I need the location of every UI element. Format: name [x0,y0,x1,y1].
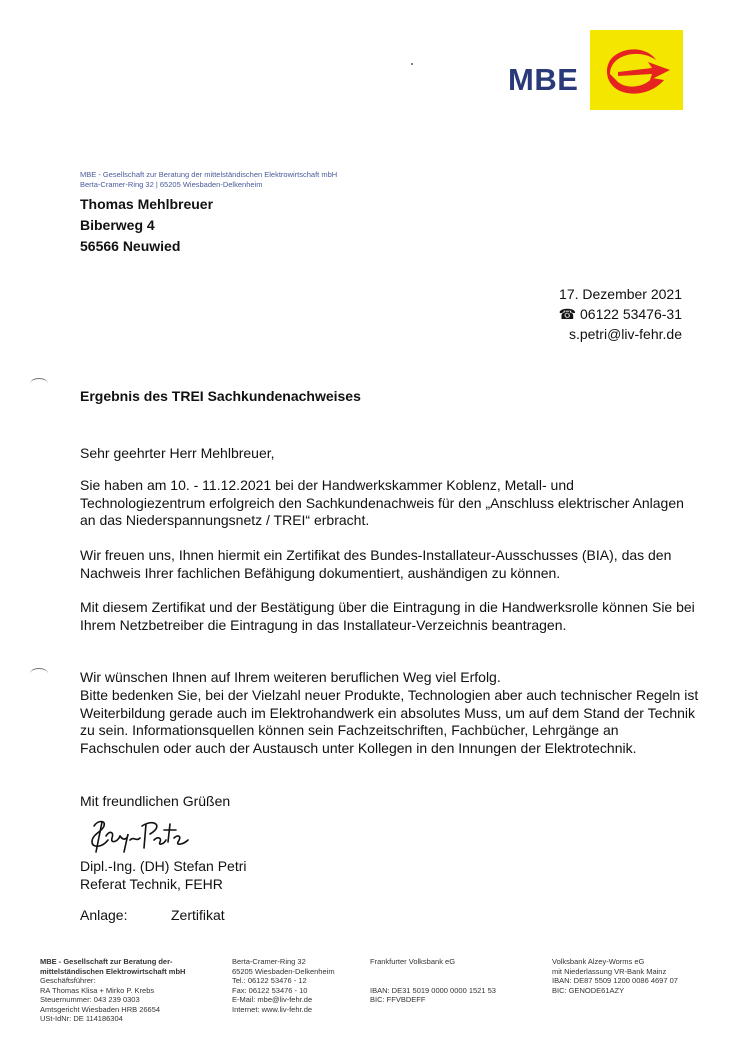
paragraph-4b: Bitte bedenken Sie, bei der Vielzahl neuer Produkte, Technologien aber auch technischer Regeln ist Weiterbildung gerade auch im Elektrohandwerk ein absolutes Muss, um auf dem Stand der Technik zu sein. Informationsquellen können sein Fachzeitschriften, Fachbücher, Lehrgänge an Fachschulen oder auch der Austausch unter Kollegen in den Innungen der Elektrotechnik. [80,687,699,756]
sender-address [80,170,337,190]
paragraph-2: Wir freuen uns, Ihnen hiermit ein Zertifikat des Bundes-Installateur-Ausschusses (BIA), das den Nachweis Ihrer fachlichen Befähigung dokumentiert, aushändigen zu können. [80,547,672,581]
footer-company-line: Amtsgericht Wiesbaden HRB 26654 [40,1004,161,1014]
paragraph-1: Sie haben am 10. - 11.12.2021 bei der Handwerkskammer Koblenz, Metall- und Technologiezentrum erfolgreich den Sachkundenachweis für den „Anschluss elektrischer Anlagen an das Niederspannungsnetz / TREI“ erbracht. [80,477,684,528]
footer-company [40,957,185,1024]
footer-contact-line: Berta-Cramer-Ring 32 [232,957,306,966]
paragraph-4a: Wir wünschen Ihnen auf Ihrem weiteren beruflichen Weg viel Erfolg. [80,669,501,685]
footer-company-line: RA Thomas Klisa + Mirko P. Krebs [40,985,155,995]
phone-number: 06122 53476-31 [580,306,682,322]
footer-company-title-1: MBE - Gesellschaft zur Beratung der- [40,957,173,966]
footer-contact-line: Fax: 06122 53476 - 10 [232,985,308,995]
email-address: s.petri@liv-fehr.de [568,326,682,342]
footer-bank-line: IBAN: DE87 5509 1200 0086 4697 07 [552,976,678,985]
phone-line [559,304,682,324]
paragraph-3: Mit diesem Zertifikat und der Bestätigung über die Eintragung in die Handwerksrolle können Sie bei Ihrem Netzbetreiber die Eintragung in das Installateur-Verzeichnis beantragen. [80,599,695,633]
footer-company-line: Steuernummer: 043 239 0303 [40,995,140,1004]
telephone-icon: ☎ [558,306,577,322]
footer-company-title-2: mittelständischen Elektrowirtschaft mbH [40,966,186,976]
footer-company-line: USt-IdNr: DE 114186304 [40,1014,123,1023]
attachment-label: Anlage: [80,907,128,923]
footer-bank-1 [370,957,496,1005]
footer-contact-line: Internet: www.liv-fehr.de [232,1004,313,1014]
footer-bank-line: IBAN: DE31 5019 0000 0000 1521 53 [370,985,496,995]
footer-contact-line: 65205 Wiesbaden-Delkenheim [232,966,335,976]
attachment-value: Zertifikat [171,907,225,923]
footer-contact [232,957,335,1014]
letter-meta [559,284,682,344]
signature-block [80,857,700,893]
recipient-address [80,194,213,257]
footer-contact-line: E-Mail: mbe@liv-fehr.de [232,995,313,1004]
footer-spacer [370,967,496,986]
signatory-department: Referat Technik, FEHR [80,876,223,892]
greeting: Sehr geehrter Herr Mehlbreuer, [80,445,275,461]
footer-bank-line: Frankfurter Volksbank eG [370,957,456,966]
footer-bank-line: Volksbank Alzey-Worms eG [552,957,645,966]
footer-bank-line: BIC: FFVBDEFF [370,995,426,1004]
recipient-name: Thomas Mehlbreuer [80,196,214,212]
speck [411,63,413,65]
closing: Mit freundlichen Grüßen [80,793,231,809]
e-mark-logo-icon [590,30,683,110]
recipient-city: 56566 Neuwied [80,238,181,254]
fold-mark-top [30,378,48,389]
sender-line-2: Berta-Cramer-Ring 32 | 65205 Wiesbaden-Delkenheim [80,180,263,189]
logo-text: MBE [508,62,579,97]
footer-bank-2 [552,957,678,995]
fold-mark-middle [30,668,48,679]
footer-contact-line: Tel.: 06122 53476 - 12 [232,976,307,985]
footer-company-line: Geschäftsführer: [40,976,96,985]
signatory-name: Dipl.-Ing. (DH) Stefan Petri [80,858,247,874]
footer-bank-line: BIC: GENODE61AZY [552,985,625,995]
recipient-street: Biberweg 4 [80,217,155,233]
handwritten-signature [84,812,194,861]
letter-date: 17. Dezember 2021 [559,286,682,302]
letter-subject: Ergebnis des TREI Sachkundenachweises [80,388,361,404]
sender-line-1: MBE - Gesellschaft zur Beratung der mittelständischen Elektrowirtschaft mbH [80,170,338,179]
footer-bank-line: mit Niederlassung VR-Bank Mainz [552,966,667,976]
